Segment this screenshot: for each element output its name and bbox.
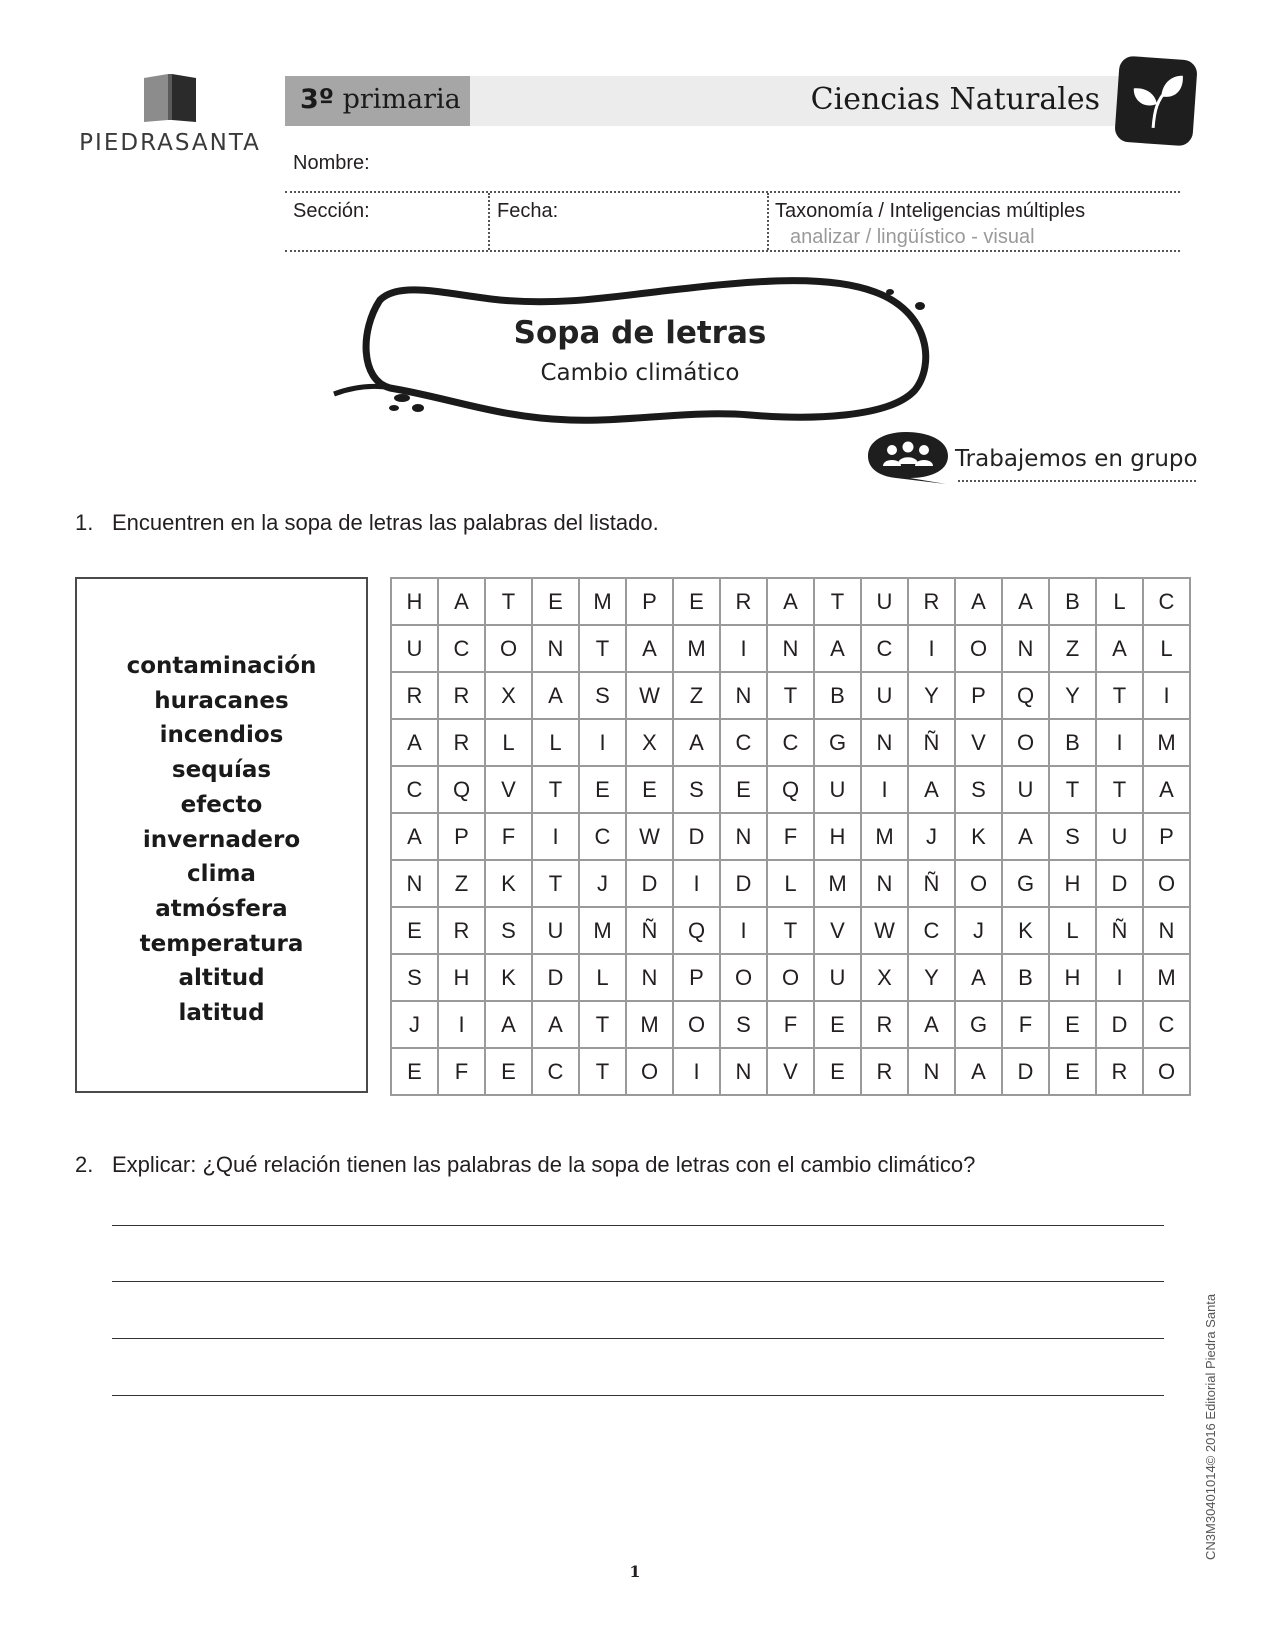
grid-cell[interactable]: A	[673, 719, 720, 766]
page-number: 1	[629, 1562, 641, 1581]
grid-cell[interactable]: V	[814, 907, 861, 954]
grid-cell[interactable]: S	[579, 672, 626, 719]
question-2	[75, 1152, 1175, 1182]
grid-cell[interactable]: M	[673, 625, 720, 672]
grid-cell[interactable]: C	[1143, 1001, 1190, 1048]
grid-cell[interactable]: A	[1002, 578, 1049, 625]
worksheet-title: Sopa de letras	[513, 315, 767, 351]
grid-cell[interactable]: T	[579, 625, 626, 672]
grid-row	[391, 813, 1190, 860]
grid-cell[interactable]: L	[1143, 625, 1190, 672]
grid-cell[interactable]: I	[579, 719, 626, 766]
grid-cell[interactable]: I	[720, 907, 767, 954]
grid-cell[interactable]: N	[1143, 907, 1190, 954]
word-list-box	[75, 577, 368, 1093]
answer-line[interactable]	[112, 1281, 1164, 1282]
grid-cell[interactable]: O	[767, 954, 814, 1001]
grid-cell[interactable]: N	[908, 1048, 955, 1095]
grid-cell[interactable]: F	[438, 1048, 485, 1095]
grid-cell[interactable]: K	[955, 813, 1002, 860]
form-divider	[767, 193, 769, 250]
grid-cell[interactable]: O	[955, 860, 1002, 907]
grid-cell[interactable]: U	[532, 907, 579, 954]
grid-cell[interactable]: Ñ	[908, 860, 955, 907]
grid-cell[interactable]: O	[1143, 860, 1190, 907]
grid-cell[interactable]: L	[485, 719, 532, 766]
grid-cell[interactable]: C	[391, 766, 438, 813]
grid-cell[interactable]: Q	[1002, 672, 1049, 719]
grid-cell[interactable]: V	[955, 719, 1002, 766]
grid-cell[interactable]: N	[861, 860, 908, 907]
word-search-grid	[390, 577, 1191, 1096]
grid-cell[interactable]: U	[861, 578, 908, 625]
grid-cell[interactable]: Y	[908, 672, 955, 719]
worksheet-subtitle: Cambio climático	[540, 360, 740, 386]
book-logo-icon	[140, 72, 200, 124]
question-1	[75, 510, 975, 540]
grid-cell[interactable]: E	[626, 766, 673, 813]
grid-cell[interactable]: H	[814, 813, 861, 860]
grid-cell[interactable]: N	[720, 813, 767, 860]
grid-cell[interactable]: H	[391, 578, 438, 625]
grid-cell[interactable]: A	[532, 672, 579, 719]
word-list-item: huracanes	[154, 687, 289, 714]
grid-cell[interactable]: N	[861, 719, 908, 766]
grid-cell[interactable]: E	[579, 766, 626, 813]
grid-cell[interactable]: D	[532, 954, 579, 1001]
grid-cell[interactable]: O	[955, 625, 1002, 672]
leaf-badge	[1114, 55, 1198, 146]
grid-cell[interactable]: A	[908, 1001, 955, 1048]
grid-cell[interactable]: J	[908, 813, 955, 860]
grid-cell[interactable]: R	[720, 578, 767, 625]
word-list-item: contaminación	[126, 653, 317, 679]
grid-cell[interactable]: W	[626, 672, 673, 719]
grid-cell[interactable]: K	[1002, 907, 1049, 954]
grid-cell[interactable]: G	[955, 1001, 1002, 1048]
grid-cell[interactable]: T	[767, 672, 814, 719]
grid-cell[interactable]: P	[955, 672, 1002, 719]
grid-cell[interactable]: U	[814, 766, 861, 813]
grid-cell[interactable]: X	[861, 954, 908, 1001]
grid-cell[interactable]: P	[1143, 813, 1190, 860]
grid-cell[interactable]: Z	[438, 860, 485, 907]
form-divider	[488, 193, 490, 250]
name-label: Nombre:	[293, 152, 370, 174]
grid-cell[interactable]: V	[767, 1048, 814, 1095]
grid-cell[interactable]: V	[485, 766, 532, 813]
grid-cell[interactable]: E	[720, 766, 767, 813]
grid-cell[interactable]: N	[720, 672, 767, 719]
grid-cell[interactable]: T	[1049, 766, 1096, 813]
grid-cell[interactable]: S	[720, 1001, 767, 1048]
grade-text: primaria	[342, 84, 461, 115]
grid-row	[391, 954, 1190, 1001]
grid-cell[interactable]: F	[485, 813, 532, 860]
taxonomy-value: analizar / lingüístico - visual	[790, 226, 1035, 248]
grid-cell[interactable]: A	[955, 578, 1002, 625]
grid-cell[interactable]: M	[1143, 954, 1190, 1001]
grid-cell[interactable]: B	[1049, 719, 1096, 766]
grid-cell[interactable]: A	[1096, 625, 1143, 672]
grid-cell[interactable]: I	[1143, 672, 1190, 719]
grid-cell[interactable]: E	[814, 1001, 861, 1048]
grid-cell[interactable]: L	[1049, 907, 1096, 954]
group-work-label: Trabajemos en grupo	[955, 446, 1198, 472]
word-list-item: altitud	[178, 965, 265, 992]
subject-title: Ciencias Naturales	[810, 82, 1100, 117]
grid-cell[interactable]: B	[814, 672, 861, 719]
grid-cell[interactable]: X	[626, 719, 673, 766]
grid-cell[interactable]: C	[720, 719, 767, 766]
grid-cell[interactable]: U	[1096, 813, 1143, 860]
word-list-item: efecto	[180, 791, 263, 818]
grid-row	[391, 672, 1190, 719]
grid-cell[interactable]: A	[908, 766, 955, 813]
word-list-item: temperatura	[139, 930, 304, 957]
grid-cell[interactable]: J	[955, 907, 1002, 954]
grid-cell[interactable]: N	[720, 1048, 767, 1095]
question-number: 2.	[75, 1152, 94, 1177]
grid-cell[interactable]: C	[908, 907, 955, 954]
grid-cell[interactable]: C	[579, 813, 626, 860]
grid-cell[interactable]: H	[1049, 954, 1096, 1001]
grid-cell[interactable]: U	[391, 625, 438, 672]
grid-cell[interactable]: D	[673, 813, 720, 860]
grid-cell[interactable]: L	[1096, 578, 1143, 625]
question-text: Encuentren en la sopa de letras las palabras del listado.	[112, 510, 659, 535]
grid-cell[interactable]: R	[1096, 1048, 1143, 1095]
grid-cell[interactable]: Y	[1049, 672, 1096, 719]
grid-cell[interactable]: M	[579, 578, 626, 625]
group-badge	[866, 430, 952, 490]
grid-cell[interactable]: D	[720, 860, 767, 907]
grid-cell[interactable]: W	[626, 813, 673, 860]
grid-cell[interactable]: I	[673, 1048, 720, 1095]
grid-cell[interactable]: A	[626, 625, 673, 672]
grid-cell[interactable]: H	[438, 954, 485, 1001]
question-text: Explicar: ¿Qué relación tienen las palabras de la sopa de letras con el cambio climático?	[112, 1152, 976, 1177]
grid-cell[interactable]: R	[438, 719, 485, 766]
word-list-item: clima	[187, 861, 256, 888]
copyright-notice: CN3M30401014© 2016 Editorial Piedra Santa	[1203, 1293, 1218, 1560]
grid-cell[interactable]: O	[626, 1048, 673, 1095]
grid-cell[interactable]: A	[767, 578, 814, 625]
grid-cell[interactable]: S	[391, 954, 438, 1001]
grid-cell[interactable]: M	[626, 1001, 673, 1048]
title-banner	[330, 270, 950, 440]
grid-cell[interactable]: F	[1002, 1001, 1049, 1048]
grid-cell[interactable]: J	[579, 860, 626, 907]
grid-cell[interactable]: T	[1096, 672, 1143, 719]
grid-row	[391, 907, 1190, 954]
grid-cell[interactable]: J	[391, 1001, 438, 1048]
word-list-item: incendios	[159, 722, 284, 749]
form-divider	[285, 250, 1180, 252]
grade-number: 3º	[300, 84, 335, 115]
grid-cell[interactable]: K	[485, 860, 532, 907]
grid-cell[interactable]: P	[438, 813, 485, 860]
word-list-item: latitud	[178, 1000, 265, 1027]
grid-cell[interactable]: A	[391, 813, 438, 860]
grid-row	[391, 578, 1190, 625]
grid-cell[interactable]: R	[391, 672, 438, 719]
grid-cell[interactable]: B	[1049, 578, 1096, 625]
grid-cell[interactable]: O	[720, 954, 767, 1001]
grid-cell[interactable]: R	[438, 907, 485, 954]
grid-cell[interactable]: O	[485, 625, 532, 672]
word-list-item: sequías	[171, 757, 272, 784]
grid-cell[interactable]: Y	[908, 954, 955, 1001]
grid-cell[interactable]: Ñ	[1096, 907, 1143, 954]
group-icon	[866, 430, 952, 486]
brand-name: PIEDRASANTA	[79, 130, 261, 156]
grid-cell[interactable]: I	[720, 625, 767, 672]
grid-cell[interactable]: C	[767, 719, 814, 766]
piedrasanta-logo	[70, 72, 270, 167]
word-list-item: invernadero	[142, 826, 301, 853]
grid-cell[interactable]: A	[485, 1001, 532, 1048]
grid-cell[interactable]: C	[861, 625, 908, 672]
grid-cell[interactable]: C	[438, 625, 485, 672]
answer-line[interactable]	[112, 1338, 1164, 1339]
grid-cell[interactable]: T	[814, 578, 861, 625]
grid-cell[interactable]: T	[579, 1048, 626, 1095]
grid-cell[interactable]: U	[861, 672, 908, 719]
grid-cell[interactable]: O	[673, 1001, 720, 1048]
grid-cell[interactable]: Q	[438, 766, 485, 813]
grid-cell[interactable]: A	[438, 578, 485, 625]
grid-cell[interactable]: L	[767, 860, 814, 907]
grid-cell[interactable]: Q	[767, 766, 814, 813]
grid-cell[interactable]: R	[861, 1001, 908, 1048]
grid-cell[interactable]: E	[814, 1048, 861, 1095]
grid-cell[interactable]: N	[532, 625, 579, 672]
grid-cell[interactable]: S	[1049, 813, 1096, 860]
grid-cell[interactable]: G	[814, 719, 861, 766]
grid-cell[interactable]: O	[1002, 719, 1049, 766]
grid-cell[interactable]: N	[391, 860, 438, 907]
grid-cell[interactable]: L	[579, 954, 626, 1001]
grid-cell[interactable]: C	[1143, 578, 1190, 625]
grid-cell[interactable]: D	[1096, 860, 1143, 907]
grid-cell[interactable]: M	[814, 860, 861, 907]
grid-row	[391, 719, 1190, 766]
grid-cell[interactable]: E	[532, 578, 579, 625]
grid-cell[interactable]: R	[908, 578, 955, 625]
grid-cell[interactable]: Ñ	[626, 907, 673, 954]
question-number: 1.	[75, 510, 94, 535]
grid-cell[interactable]: E	[391, 907, 438, 954]
grid-cell[interactable]: A	[391, 719, 438, 766]
grid-cell[interactable]: S	[673, 766, 720, 813]
grid-cell[interactable]: Z	[673, 672, 720, 719]
grid-cell[interactable]: P	[626, 578, 673, 625]
grid-cell[interactable]: M	[1143, 719, 1190, 766]
brush-frame-icon	[330, 270, 950, 440]
grid-cell[interactable]: B	[1002, 954, 1049, 1001]
grid-cell[interactable]: D	[626, 860, 673, 907]
date-label: Fecha:	[497, 200, 559, 222]
grid-row	[391, 766, 1190, 813]
grid-row	[391, 860, 1190, 907]
section-label: Sección:	[293, 200, 370, 222]
grid-cell[interactable]: K	[485, 954, 532, 1001]
grid-cell[interactable]: T	[767, 907, 814, 954]
leaf-icon	[1125, 68, 1187, 134]
grid-cell[interactable]: I	[532, 813, 579, 860]
grid-cell[interactable]: A	[532, 1001, 579, 1048]
grid-cell[interactable]: D	[1096, 1001, 1143, 1048]
grid-cell[interactable]: R	[438, 672, 485, 719]
grid-cell[interactable]: L	[532, 719, 579, 766]
grid-cell[interactable]: R	[861, 1048, 908, 1095]
grid-row	[391, 1048, 1190, 1095]
grid-cell[interactable]: M	[579, 907, 626, 954]
grade-label	[285, 76, 470, 126]
grid-cell[interactable]: X	[485, 672, 532, 719]
grid-cell[interactable]: N	[767, 625, 814, 672]
grid-cell[interactable]: E	[1049, 1048, 1096, 1095]
grid-cell[interactable]: Z	[1049, 625, 1096, 672]
taxonomy-label: Taxonomía / Inteligencias múltiples	[775, 200, 1086, 222]
grid-cell[interactable]: T	[1096, 766, 1143, 813]
grid-cell[interactable]: Q	[673, 907, 720, 954]
grid-cell[interactable]: A	[814, 625, 861, 672]
word-list	[77, 649, 366, 1031]
grid-cell[interactable]: H	[1049, 860, 1096, 907]
grid-cell[interactable]: F	[767, 1001, 814, 1048]
group-underline	[958, 480, 1196, 482]
grid-cell[interactable]: W	[861, 907, 908, 954]
grid-cell[interactable]: U	[1002, 766, 1049, 813]
grid-cell[interactable]: A	[955, 954, 1002, 1001]
grid-cell[interactable]: E	[673, 578, 720, 625]
grid-cell[interactable]: D	[1002, 1048, 1049, 1095]
grid-cell[interactable]: I	[438, 1001, 485, 1048]
grid-cell[interactable]: I	[861, 766, 908, 813]
grid-row	[391, 1001, 1190, 1048]
answer-line[interactable]	[112, 1225, 1164, 1226]
grid-cell[interactable]: F	[767, 813, 814, 860]
grid-cell[interactable]: A	[1002, 813, 1049, 860]
grid-cell[interactable]: E	[1049, 1001, 1096, 1048]
word-list-item: atmósfera	[155, 895, 288, 922]
grid-cell[interactable]: N	[626, 954, 673, 1001]
grid-cell[interactable]: O	[1143, 1048, 1190, 1095]
grid-cell[interactable]: I	[673, 860, 720, 907]
grid-cell[interactable]: I	[1096, 954, 1143, 1001]
grid-cell[interactable]: P	[673, 954, 720, 1001]
grid-cell[interactable]: A	[1143, 766, 1190, 813]
subject-bar	[470, 76, 1120, 126]
grid-cell[interactable]: C	[532, 1048, 579, 1095]
grid-cell[interactable]: A	[955, 1048, 1002, 1095]
answer-line[interactable]	[112, 1395, 1164, 1396]
grid-cell[interactable]: E	[391, 1048, 438, 1095]
grid-cell[interactable]: S	[485, 907, 532, 954]
grid-cell[interactable]: U	[814, 954, 861, 1001]
grid-cell[interactable]: E	[485, 1048, 532, 1095]
grid-cell[interactable]: T	[579, 1001, 626, 1048]
grid-cell[interactable]: T	[485, 578, 532, 625]
grid-cell[interactable]: I	[908, 625, 955, 672]
grid-cell[interactable]: T	[532, 766, 579, 813]
grid-cell[interactable]: I	[1096, 719, 1143, 766]
grid-cell[interactable]: S	[955, 766, 1002, 813]
grid-cell[interactable]: N	[1002, 625, 1049, 672]
grid-cell[interactable]: G	[1002, 860, 1049, 907]
grid-cell[interactable]: M	[861, 813, 908, 860]
form-divider	[285, 191, 1180, 193]
grid-row	[391, 625, 1190, 672]
grid-cell[interactable]: T	[532, 860, 579, 907]
grid-cell[interactable]: Ñ	[908, 719, 955, 766]
